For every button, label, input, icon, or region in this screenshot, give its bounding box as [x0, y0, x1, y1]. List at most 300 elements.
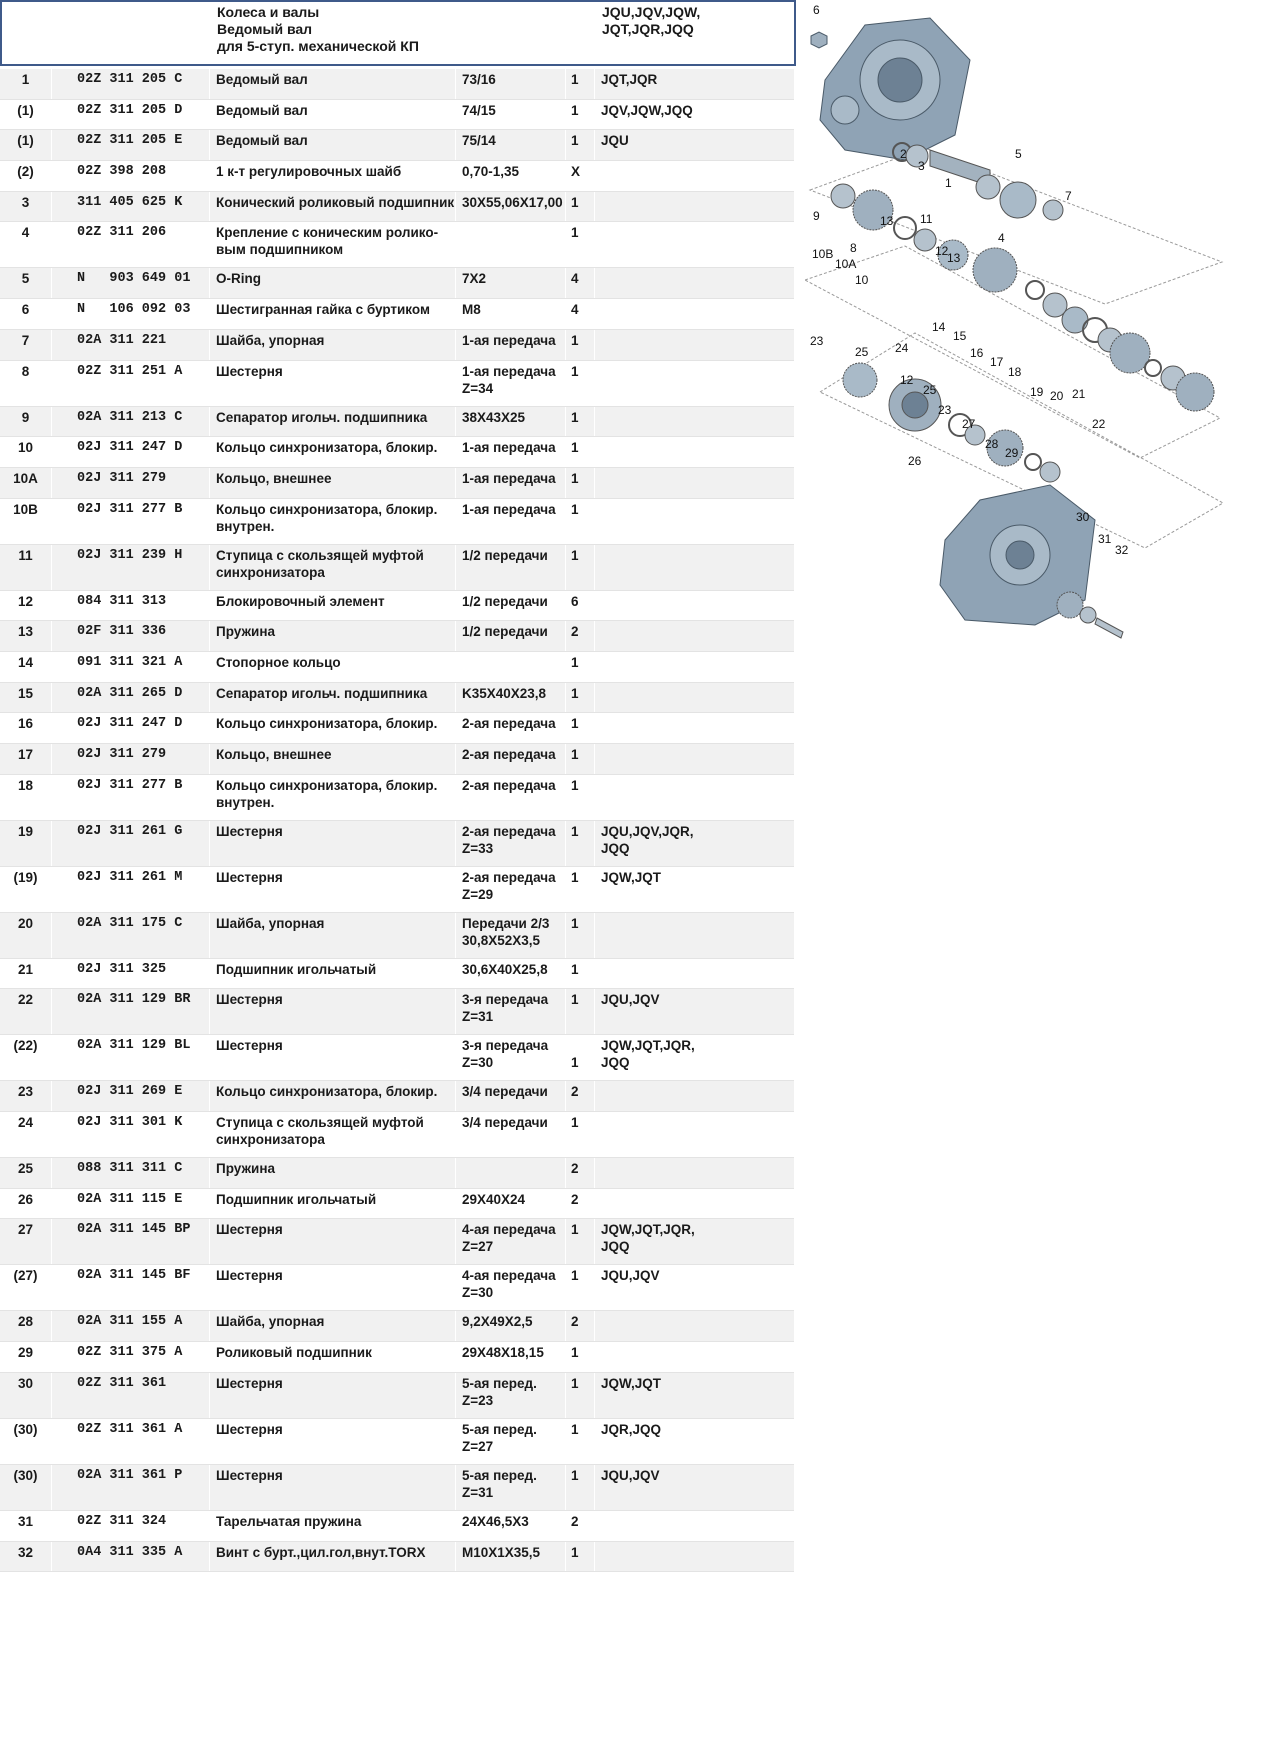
- position-cell: 10A: [0, 468, 52, 498]
- quantity-cell: 1: [566, 468, 595, 498]
- group-models-line: JQU,JQV,JQW,: [602, 4, 701, 20]
- table-row: [0, 545, 794, 591]
- group-title-line: для 5-ступ. механической КП: [217, 38, 419, 54]
- models-cell: [595, 361, 794, 406]
- callout-label: 14: [932, 320, 946, 334]
- part-number-cell: 0A4 311 335 A: [52, 1542, 210, 1572]
- position-cell: 24: [0, 1112, 52, 1157]
- group-models: [602, 4, 700, 38]
- callout-label: 5: [1015, 147, 1022, 161]
- table-row: [0, 1158, 794, 1189]
- part-name-cell: Пружина: [210, 621, 456, 651]
- hex-nut: [811, 32, 827, 48]
- spec-cell: M10X1X35,5: [456, 1542, 566, 1572]
- callout-label: 13: [880, 214, 894, 228]
- position-cell: 27: [0, 1219, 52, 1264]
- models-cell: [595, 621, 794, 651]
- callout-label: 4: [998, 231, 1005, 245]
- table-row: [0, 330, 794, 361]
- part-number-cell: 02Z 311 361: [52, 1373, 210, 1418]
- exploded-diagram-svg: [805, 0, 1264, 660]
- position-cell: (30): [0, 1465, 52, 1510]
- quantity-cell: 1: [566, 437, 595, 467]
- part-number-cell: 02Z 311 205 C: [52, 69, 210, 99]
- table-row: [0, 1465, 794, 1511]
- part-name-cell: Кольцо синхронизатора, блокир. внутрен.: [210, 775, 456, 820]
- position-cell: 10: [0, 437, 52, 467]
- callout-label: 11: [920, 212, 933, 226]
- quantity-cell: 2: [566, 1189, 595, 1219]
- part-name-cell: Сепаратор игольч. подшипника: [210, 683, 456, 713]
- spec-cell: 75/14: [456, 130, 566, 160]
- spec-cell: 1-ая передача: [456, 330, 566, 360]
- part-name-cell: Подшипник игольчатый: [210, 1189, 456, 1219]
- spec-cell: 29X40X24: [456, 1189, 566, 1219]
- spec-cell: 0,70-1,35: [456, 161, 566, 191]
- callout-label: 13: [947, 251, 961, 265]
- quantity-cell: 1: [566, 222, 595, 267]
- quantity-cell: 1: [566, 1112, 595, 1157]
- callout-label: 17: [990, 355, 1004, 369]
- position-cell: (19): [0, 867, 52, 912]
- callout-label: 9: [813, 209, 820, 223]
- table-row: [0, 775, 794, 821]
- group-models-line: JQT,JQR,JQQ: [602, 21, 694, 37]
- position-cell: 7: [0, 330, 52, 360]
- callout-label: 21: [1072, 387, 1086, 401]
- spec-cell: 1/2 передачи: [456, 621, 566, 651]
- quantity-cell: 6: [566, 591, 595, 621]
- table-row: [0, 1265, 794, 1311]
- part-name-cell: Кольцо синхронизатора, блокир.: [210, 437, 456, 467]
- part-number-cell: 02A 311 129 BL: [52, 1035, 210, 1080]
- table-row: [0, 913, 794, 959]
- part-number-cell: 02J 311 279: [52, 744, 210, 774]
- models-cell: [595, 545, 794, 590]
- models-cell: JQW,JQT: [601, 869, 662, 885]
- table-row: [0, 744, 794, 775]
- part-number-cell: 02A 311 361 P: [52, 1465, 210, 1510]
- part-number-cell: 02J 311 247 D: [52, 713, 210, 743]
- part-name-cell: Роликовый подшипник: [210, 1342, 456, 1372]
- callout-label: 16: [970, 346, 984, 360]
- models-cell: [595, 299, 794, 329]
- spec-cell: 2-ая передача: [456, 775, 566, 820]
- quantity-cell: 1: [566, 407, 595, 437]
- spec-cell: 7X2: [456, 268, 566, 298]
- part-name-cell: Тарельчатая пружина: [210, 1511, 456, 1541]
- spec-cell: 1-ая передача: [456, 499, 566, 544]
- quantity-cell: 1: [566, 1542, 595, 1572]
- position-cell: 21: [0, 959, 52, 989]
- spec-cell: 1-ая передача: [456, 468, 566, 498]
- table-row: [0, 468, 794, 499]
- quantity-cell: 1: [566, 744, 595, 774]
- models-cell: [595, 1342, 794, 1372]
- models-cell: JQU,JQV: [601, 1467, 660, 1483]
- callout-label: 30: [1076, 510, 1090, 524]
- position-cell: 11: [0, 545, 52, 590]
- quantity-cell: 1: [566, 775, 595, 820]
- position-cell: 23: [0, 1081, 52, 1111]
- spec-cell: 5-ая перед. Z=23: [456, 1373, 566, 1418]
- table-row: [0, 621, 794, 652]
- part-name-cell: Шестерня: [210, 361, 456, 406]
- quantity-cell: 1: [566, 192, 595, 222]
- part-number-cell: 02Z 311 205 D: [52, 100, 210, 130]
- position-cell: (2): [0, 161, 52, 191]
- callout-label: 32: [1115, 543, 1129, 557]
- table-row: [0, 1511, 794, 1542]
- quantity-cell: 1: [566, 1419, 595, 1464]
- models-cell: [595, 1112, 794, 1157]
- part-name-cell: Ступица с скользящей муфтой синхронизатора: [210, 1112, 456, 1157]
- models-cell: [595, 652, 794, 682]
- position-cell: (1): [0, 100, 52, 130]
- part-number-cell: 02J 311 277 B: [52, 499, 210, 544]
- exploded-diagram: [805, 0, 1264, 660]
- quantity-cell: 1: [566, 1342, 595, 1372]
- part-number-cell: 02Z 311 206: [52, 222, 210, 267]
- quantity-cell: 2: [566, 1311, 595, 1341]
- models-cell: JQU,JQV: [601, 992, 660, 1008]
- spec-cell: 73/16: [456, 69, 566, 99]
- position-cell: 29: [0, 1342, 52, 1372]
- callout-label: 24: [895, 341, 909, 355]
- models-cell: JQW,JQT: [601, 1375, 662, 1391]
- catalog-header: [0, 0, 796, 66]
- part-name-cell: Кольцо синхронизатора, блокир.: [210, 1081, 456, 1111]
- position-cell: 14: [0, 652, 52, 682]
- table-row: [0, 1081, 794, 1112]
- quantity-cell: 1: [566, 499, 595, 544]
- quantity-cell: 2: [566, 1511, 595, 1541]
- part-name-cell: Блокировочный элемент: [210, 591, 456, 621]
- spec-cell: 24X46,5X3: [456, 1511, 566, 1541]
- callout-label: 1: [945, 176, 952, 190]
- callout-label: 12: [900, 373, 914, 387]
- part-number-cell: 02J 311 269 E: [52, 1081, 210, 1111]
- spec-cell: [456, 1158, 566, 1188]
- part-name-cell: Винт с бурт.,цил.гол,внут.TORX: [210, 1542, 456, 1572]
- part-number-cell: 02J 311 325: [52, 959, 210, 989]
- group-title: [217, 4, 419, 55]
- callout-label: 31: [1098, 532, 1112, 546]
- callout-label: 26: [908, 454, 922, 468]
- table-row: [0, 1112, 794, 1158]
- quantity-cell: 1: [566, 683, 595, 713]
- table-row: [0, 161, 794, 192]
- position-cell: 19: [0, 821, 52, 866]
- spec-cell: 5-ая перед. Z=27: [456, 1419, 566, 1464]
- position-cell: 13: [0, 621, 52, 651]
- quantity-cell: X: [566, 161, 595, 191]
- part-number-cell: 084 311 313: [52, 591, 210, 621]
- spec-cell: 4-ая передача Z=30: [456, 1265, 566, 1310]
- models-cell: [595, 591, 794, 621]
- callout-label: 10: [855, 273, 869, 287]
- part-number-cell: 02J 311 279: [52, 468, 210, 498]
- part-name-cell: Конический роликовый подшипник: [210, 192, 456, 222]
- quantity-cell: 1: [566, 1219, 595, 1264]
- table-row: [0, 222, 794, 268]
- part-name-cell: Подшипник игольчатый: [210, 959, 456, 989]
- quantity-cell: 2: [566, 1158, 595, 1188]
- table-row: [0, 69, 794, 100]
- spec-cell: 29X48X18,15: [456, 1342, 566, 1372]
- models-cell: JQR,JQQ: [601, 1421, 662, 1437]
- spec-cell: 3-я передача Z=31: [456, 989, 566, 1034]
- group-title-line: Колеса и валы: [217, 4, 320, 20]
- callout-label: 28: [985, 437, 999, 451]
- models-cell: [595, 468, 794, 498]
- position-cell: 6: [0, 299, 52, 329]
- spec-cell: 2-ая передача: [456, 713, 566, 743]
- table-row: [0, 1419, 794, 1465]
- quantity-cell: 1: [566, 100, 595, 130]
- gearbox-housing-top: [820, 18, 970, 160]
- table-row: [0, 268, 794, 299]
- quantity-cell: 1: [566, 959, 595, 989]
- position-cell: 3: [0, 192, 52, 222]
- spec-cell: 2-ая передача Z=33: [456, 821, 566, 866]
- part-number-cell: 02J 311 277 B: [52, 775, 210, 820]
- callout-label: 7: [1065, 189, 1072, 203]
- models-cell: [595, 1311, 794, 1341]
- quantity-cell: 1: [566, 821, 595, 866]
- part-name-cell: Шестерня: [210, 989, 456, 1034]
- position-cell: 9: [0, 407, 52, 437]
- models-cell: [595, 330, 794, 360]
- table-row: [0, 192, 794, 223]
- quantity-cell: 1: [566, 361, 595, 406]
- group-title-line: Ведомый вал: [217, 21, 313, 37]
- part-name-cell: Пружина: [210, 1158, 456, 1188]
- quantity-cell: 1: [566, 1265, 595, 1310]
- callout-label: 19: [1030, 385, 1044, 399]
- callout-label: 8: [850, 241, 857, 255]
- table-row: [0, 1542, 794, 1573]
- part-name-cell: Шестерня: [210, 1035, 456, 1080]
- gear-fifth: [1057, 592, 1123, 638]
- quantity-cell: 1: [566, 1465, 595, 1510]
- quantity-cell: 1: [566, 545, 595, 590]
- part-name-cell: Кольцо, внешнее: [210, 468, 456, 498]
- position-cell: 28: [0, 1311, 52, 1341]
- spec-cell: M8: [456, 299, 566, 329]
- callout-label: 6: [813, 3, 820, 17]
- part-number-cell: 02Z 311 361 A: [52, 1419, 210, 1464]
- part-name-cell: O-Ring: [210, 268, 456, 298]
- part-name-cell: Шестигранная гайка с буртиком: [210, 299, 456, 329]
- callout-label: 18: [1008, 365, 1022, 379]
- part-number-cell: 091 311 321 A: [52, 652, 210, 682]
- part-name-cell: Шестерня: [210, 1373, 456, 1418]
- part-number-cell: N 903 649 01: [52, 268, 210, 298]
- part-name-cell: Сепаратор игольч. подшипника: [210, 407, 456, 437]
- position-cell: 17: [0, 744, 52, 774]
- part-number-cell: 02J 311 301 K: [52, 1112, 210, 1157]
- callout-label: 25: [855, 345, 869, 359]
- callout-label: 20: [1050, 389, 1064, 403]
- part-number-cell: 02A 311 115 E: [52, 1189, 210, 1219]
- part-name-cell: Шестерня: [210, 1419, 456, 1464]
- callout-label: 10B: [812, 247, 834, 261]
- models-cell: [595, 1511, 794, 1541]
- gear-cluster-2: [843, 363, 1060, 482]
- models-cell: [595, 407, 794, 437]
- models-cell: [595, 1158, 794, 1188]
- spec-cell: 1-ая передача Z=34: [456, 361, 566, 406]
- quantity-cell: 1: [566, 652, 595, 682]
- part-number-cell: 02J 311 261 M: [52, 867, 210, 912]
- part-name-cell: Шестерня: [210, 821, 456, 866]
- spec-cell: [456, 222, 566, 267]
- position-cell: 32: [0, 1542, 52, 1572]
- part-number-cell: 02A 311 145 BP: [52, 1219, 210, 1264]
- quantity-cell: 1: [566, 989, 595, 1034]
- spec-cell: 3/4 передачи: [456, 1081, 566, 1111]
- callout-label: 12: [935, 244, 949, 258]
- models-cell: [595, 959, 794, 989]
- position-cell: 15: [0, 683, 52, 713]
- models-cell: [595, 222, 794, 267]
- models-cell: JQW,JQT,JQR, JQQ: [601, 1222, 695, 1255]
- position-cell: (30): [0, 1419, 52, 1464]
- callout-label: 2: [900, 147, 907, 161]
- position-cell: (27): [0, 1265, 52, 1310]
- models-cell: [595, 268, 794, 298]
- quantity-cell: 1: [566, 1035, 595, 1080]
- spec-cell: 4-ая передача Z=27: [456, 1219, 566, 1264]
- table-row: [0, 1035, 794, 1081]
- part-name-cell: Кольцо синхронизатора, блокир.: [210, 713, 456, 743]
- quantity-cell: 1: [566, 913, 595, 958]
- models-cell: [595, 1542, 794, 1572]
- spec-cell: 3/4 передачи: [456, 1112, 566, 1157]
- callout-label: 22: [1092, 417, 1106, 431]
- part-name-cell: Стопорное кольцо: [210, 652, 456, 682]
- position-cell: 5: [0, 268, 52, 298]
- quantity-cell: 1: [566, 1373, 595, 1418]
- position-cell: 31: [0, 1511, 52, 1541]
- part-number-cell: 02A 311 155 A: [52, 1311, 210, 1341]
- table-row: [0, 100, 794, 131]
- models-cell: JQU,JQV: [601, 1268, 660, 1284]
- models-cell: JQU,JQV,JQR, JQQ: [601, 823, 694, 856]
- models-cell: [595, 744, 794, 774]
- part-number-cell: 02Z 311 251 A: [52, 361, 210, 406]
- part-number-cell: 02Z 311 324: [52, 1511, 210, 1541]
- part-name-cell: Ведомый вал: [210, 130, 456, 160]
- table-row: [0, 821, 794, 867]
- output-shaft: [893, 143, 1063, 220]
- table-row: [0, 407, 794, 438]
- table-row: [0, 713, 794, 744]
- part-name-cell: Кольцо, внешнее: [210, 744, 456, 774]
- position-cell: 1: [0, 69, 52, 99]
- position-cell: 10B: [0, 499, 52, 544]
- callout-label: 29: [1005, 446, 1019, 460]
- part-name-cell: Шайба, упорная: [210, 913, 456, 958]
- position-cell: 16: [0, 713, 52, 743]
- part-name-cell: Шайба, упорная: [210, 1311, 456, 1341]
- models-cell: JQT,JQR: [601, 72, 658, 87]
- spec-cell: 1/2 передачи: [456, 591, 566, 621]
- callout-label: 27: [962, 417, 976, 431]
- models-cell: [595, 1189, 794, 1219]
- spec-cell: 3-я передача Z=30: [456, 1035, 566, 1080]
- spec-cell: 30,6X40X25,8: [456, 959, 566, 989]
- spec-cell: 5-ая перед. Z=31: [456, 1465, 566, 1510]
- position-cell: 12: [0, 591, 52, 621]
- models-cell: [595, 713, 794, 743]
- part-number-cell: 02J 311 239 H: [52, 545, 210, 590]
- part-name-cell: Ведомый вал: [210, 69, 456, 99]
- position-cell: 25: [0, 1158, 52, 1188]
- spec-cell: 74/15: [456, 100, 566, 130]
- spec-cell: Передачи 2/3 30,8X52X3,5: [456, 913, 566, 958]
- part-number-cell: 02A 311 129 BR: [52, 989, 210, 1034]
- table-row: [0, 959, 794, 990]
- quantity-cell: 1: [566, 867, 595, 912]
- part-name-cell: Ведомый вал: [210, 100, 456, 130]
- quantity-cell: 1: [566, 130, 595, 160]
- spec-cell: 30X55,06X17,00: [456, 192, 566, 222]
- quantity-cell: 4: [566, 299, 595, 329]
- spec-cell: 2-ая передача Z=29: [456, 867, 566, 912]
- part-name-cell: Крепление с коническим ролико- вым подшипником: [210, 222, 456, 267]
- spec-cell: 38X43X25: [456, 407, 566, 437]
- part-number-cell: 02J 311 247 D: [52, 437, 210, 467]
- quantity-cell: 4: [566, 268, 595, 298]
- quantity-cell: 2: [566, 621, 595, 651]
- part-number-cell: 02Z 398 208: [52, 161, 210, 191]
- models-cell: [595, 1081, 794, 1111]
- part-number-cell: 02J 311 261 G: [52, 821, 210, 866]
- part-name-cell: 1 к-т регулировочных шайб: [210, 161, 456, 191]
- callout-label: 25: [923, 383, 937, 397]
- part-number-cell: 02A 311 213 C: [52, 407, 210, 437]
- table-row: [0, 1219, 794, 1265]
- table-row: [0, 299, 794, 330]
- position-cell: 22: [0, 989, 52, 1034]
- part-number-cell: 02F 311 336: [52, 621, 210, 651]
- part-number-cell: 02A 311 265 D: [52, 683, 210, 713]
- quantity-cell: 1: [566, 69, 595, 99]
- part-name-cell: Шестерня: [210, 867, 456, 912]
- models-cell: [595, 683, 794, 713]
- table-row: [0, 1342, 794, 1373]
- models-cell: [595, 192, 794, 222]
- position-cell: (1): [0, 130, 52, 160]
- models-cell: [595, 499, 794, 544]
- part-name-cell: Ступица с скользящей муфтой синхронизатора: [210, 545, 456, 590]
- models-cell: [595, 161, 794, 191]
- callout-label: 3: [918, 159, 925, 173]
- table-row: [0, 130, 794, 161]
- table-row: [0, 1373, 794, 1419]
- part-name-cell: Кольцо синхронизатора, блокир. внутрен.: [210, 499, 456, 544]
- part-number-cell: 311 405 625 K: [52, 192, 210, 222]
- quantity-cell: 2: [566, 1081, 595, 1111]
- position-cell: 20: [0, 913, 52, 958]
- table-row: [0, 652, 794, 683]
- table-row: [0, 591, 794, 622]
- models-cell: [595, 775, 794, 820]
- quantity-cell: 1: [566, 713, 595, 743]
- position-cell: 4: [0, 222, 52, 267]
